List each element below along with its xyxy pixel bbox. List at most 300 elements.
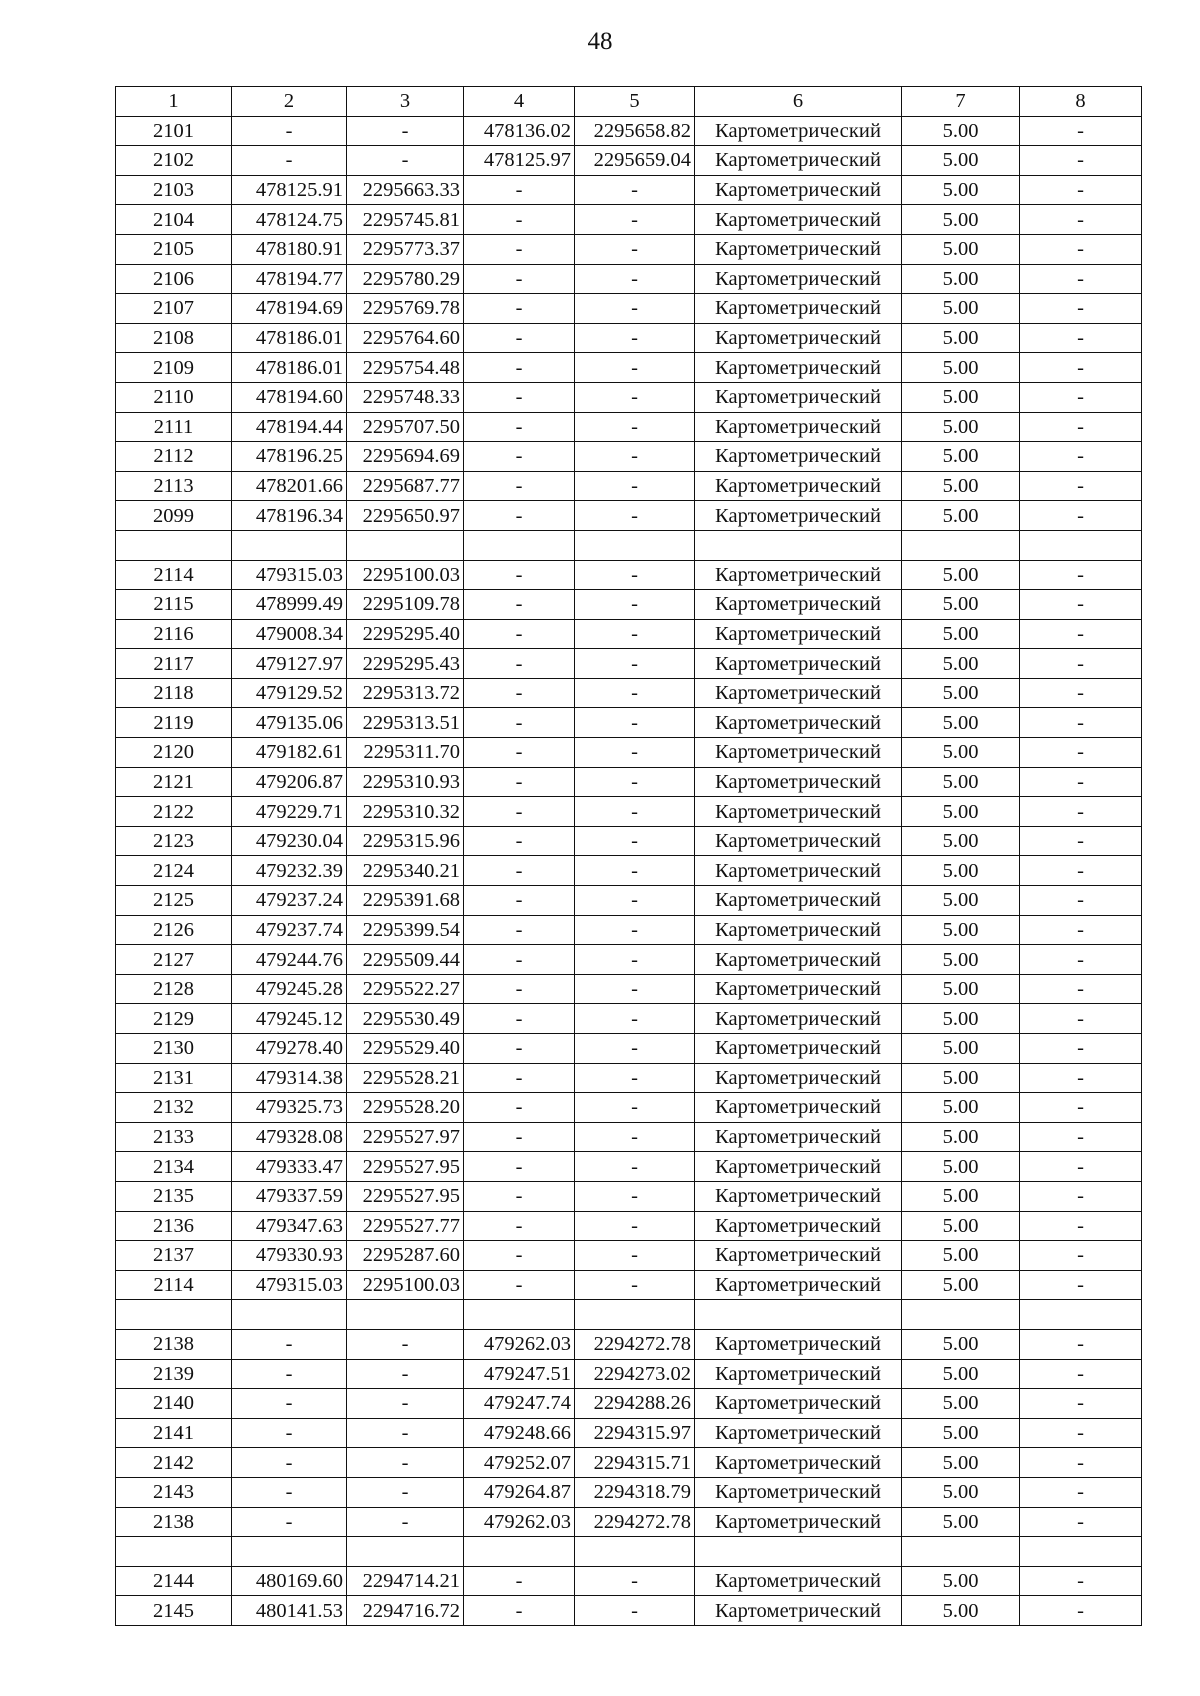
separator-row [116,530,1142,560]
table-row [116,1566,1142,1596]
table-row [116,205,1142,235]
table-cell: - [575,323,695,353]
table-cell: - [1020,116,1142,146]
table-cell: 479129.52 [232,678,347,708]
table-cell: - [232,1448,347,1478]
table-cell: - [1020,590,1142,620]
table-cell: 2107 [116,294,232,324]
table-cell: 479230.04 [232,826,347,856]
table-cell: - [575,1004,695,1034]
table-row [116,501,1142,531]
table-cell: 2295100.03 [347,1270,464,1300]
table-cell: - [575,826,695,856]
table-cell: 478194.69 [232,294,347,324]
table-cell: 2295707.50 [347,412,464,442]
table-cell [347,1537,464,1567]
table-cell: - [464,1241,575,1271]
table-cell: 479330.93 [232,1241,347,1271]
table-row [116,678,1142,708]
table-row [116,1211,1142,1241]
table-cell: - [1020,1122,1142,1152]
table-cell: 2119 [116,708,232,738]
table-cell: 479264.87 [464,1477,575,1507]
table-cell: - [464,797,575,827]
table-cell: - [464,234,575,264]
table-cell: 2121 [116,767,232,797]
table-cell: 5.00 [902,974,1020,1004]
table-cell: 5.00 [902,797,1020,827]
table-cell: 5.00 [902,1063,1020,1093]
table-row [116,619,1142,649]
table-row [116,767,1142,797]
table-cell: 5.00 [902,501,1020,531]
table-cell: - [464,264,575,294]
table-cell: 2124 [116,856,232,886]
table-cell: Картометрический [695,1211,902,1241]
table-cell: Картометрический [695,1448,902,1478]
table-cell: - [1020,1034,1142,1064]
column-header: 4 [464,87,575,117]
table-cell: 478196.34 [232,501,347,531]
table-row [116,1418,1142,1448]
table-cell [464,530,575,560]
table-cell: - [575,471,695,501]
table-cell: 2295528.20 [347,1093,464,1123]
table-row [116,175,1142,205]
table-cell: - [575,1270,695,1300]
table-row [116,294,1142,324]
table-cell: 2105 [116,234,232,264]
table-cell: 5.00 [902,353,1020,383]
table-row [116,708,1142,738]
table-cell: - [575,175,695,205]
table-cell: 5.00 [902,294,1020,324]
table-cell: - [464,649,575,679]
table-cell: 2295780.29 [347,264,464,294]
table-cell: 5.00 [902,856,1020,886]
table-cell: 2295527.95 [347,1181,464,1211]
column-header: 8 [1020,87,1142,117]
table-cell [902,530,1020,560]
table-cell: 479182.61 [232,738,347,768]
table-cell: 479245.12 [232,1004,347,1034]
table-cell: Картометрический [695,1507,902,1537]
table-cell: 5.00 [902,1004,1020,1034]
table-cell: 478124.75 [232,205,347,235]
table-cell: 2131 [116,1063,232,1093]
table-cell: 2295340.21 [347,856,464,886]
table-cell: 5.00 [902,1418,1020,1448]
column-header: 5 [575,87,695,117]
table-cell [232,1537,347,1567]
table-cell: - [232,1507,347,1537]
table-cell: 2108 [116,323,232,353]
table-cell: 5.00 [902,678,1020,708]
column-header: 3 [347,87,464,117]
table-cell: 5.00 [902,116,1020,146]
table-cell: - [1020,649,1142,679]
table-row [116,1507,1142,1537]
table-cell: - [464,382,575,412]
table-cell: 479315.03 [232,560,347,590]
table-cell: - [464,1181,575,1211]
table-cell: 5.00 [902,590,1020,620]
table-cell: 479245.28 [232,974,347,1004]
table-cell: 5.00 [902,1152,1020,1182]
table-cell: - [464,767,575,797]
table-row [116,1093,1142,1123]
table-cell: 479244.76 [232,945,347,975]
table-cell [347,530,464,560]
table-cell: - [232,146,347,176]
table-cell: Картометрический [695,442,902,472]
table-cell: - [464,1152,575,1182]
table-cell: - [1020,1389,1142,1419]
page-number: 48 [587,28,613,55]
table-cell: - [1020,175,1142,205]
table-cell: Картометрический [695,205,902,235]
table-cell: 478136.02 [464,116,575,146]
table-cell: - [347,1418,464,1448]
table-cell: 478196.25 [232,442,347,472]
table-cell: 2120 [116,738,232,768]
table-cell: - [1020,234,1142,264]
table-cell: - [232,116,347,146]
table-cell: Картометрический [695,974,902,1004]
table-cell: 478125.97 [464,146,575,176]
table-cell: 2104 [116,205,232,235]
separator-row [116,1300,1142,1330]
table-cell [575,530,695,560]
table-cell: - [575,590,695,620]
table-cell: 479247.74 [464,1389,575,1419]
table-cell: - [464,175,575,205]
table-cell: 5.00 [902,146,1020,176]
table-cell: 2125 [116,886,232,916]
table-cell: - [575,501,695,531]
table-cell: Картометрический [695,1329,902,1359]
table-cell: - [464,915,575,945]
table-cell: - [347,146,464,176]
table-cell: 5.00 [902,382,1020,412]
table-cell: 5.00 [902,1034,1020,1064]
table-cell: - [1020,1270,1142,1300]
table-cell: 2140 [116,1389,232,1419]
table-cell: Картометрический [695,1004,902,1034]
table-cell: 479262.03 [464,1329,575,1359]
table-cell [464,1537,575,1567]
table-cell: 2295769.78 [347,294,464,324]
table-row [116,1448,1142,1478]
table-cell: - [464,856,575,886]
table-cell: - [575,1093,695,1123]
column-header: 1 [116,87,232,117]
table-cell: - [464,323,575,353]
table-cell: 5.00 [902,264,1020,294]
table-cell: Картометрический [695,1181,902,1211]
table-cell: 479229.71 [232,797,347,827]
table-cell: 5.00 [902,205,1020,235]
table-row [116,1329,1142,1359]
table-cell: 5.00 [902,826,1020,856]
table-cell: - [1020,353,1142,383]
table-cell: 5.00 [902,234,1020,264]
table-cell: Картометрический [695,234,902,264]
table-cell: - [1020,1448,1142,1478]
table-cell: - [575,205,695,235]
table-cell: Картометрический [695,708,902,738]
table-cell: - [464,1596,575,1626]
table-row [116,886,1142,916]
table-row [116,353,1142,383]
table-cell: Картометрический [695,619,902,649]
table-cell: 2295295.43 [347,649,464,679]
table-row [116,1477,1142,1507]
table-cell: - [232,1359,347,1389]
table-cell: Картометрический [695,1063,902,1093]
table-cell: - [464,1004,575,1034]
table-body [116,116,1142,1625]
table-cell: 5.00 [902,1596,1020,1626]
table-cell: - [1020,678,1142,708]
table-cell: 479314.38 [232,1063,347,1093]
table-cell: - [464,560,575,590]
table-cell: - [464,205,575,235]
table-cell: - [464,1093,575,1123]
table-cell: Картометрический [695,1122,902,1152]
table-cell: 2117 [116,649,232,679]
table-cell: 2116 [116,619,232,649]
table-cell [232,530,347,560]
table-cell: - [1020,738,1142,768]
table-cell: 479325.73 [232,1093,347,1123]
table-cell: - [1020,767,1142,797]
table-cell: 2106 [116,264,232,294]
table-row [116,442,1142,472]
table-cell: 479237.74 [232,915,347,945]
table-cell: 479008.34 [232,619,347,649]
table-cell [902,1537,1020,1567]
table-cell: - [1020,1211,1142,1241]
table-cell: - [464,945,575,975]
table-cell: - [575,649,695,679]
table-cell [347,1300,464,1330]
table-row [116,974,1142,1004]
table-cell: Картометрический [695,146,902,176]
table-cell: - [464,619,575,649]
table-cell [116,1537,232,1567]
table-row [116,1359,1142,1389]
table-cell: 2295748.33 [347,382,464,412]
table-cell: - [464,412,575,442]
table-row [116,1152,1142,1182]
table-cell [1020,530,1142,560]
table-cell: Картометрический [695,412,902,442]
table-row [116,649,1142,679]
table-cell: - [1020,1152,1142,1182]
table-cell: 2129 [116,1004,232,1034]
table-cell: 479232.39 [232,856,347,886]
table-cell: - [575,915,695,945]
table-row [116,1004,1142,1034]
table-cell: 479247.51 [464,1359,575,1389]
table-cell: 2142 [116,1448,232,1478]
table-cell: - [1020,1181,1142,1211]
table-cell: - [575,738,695,768]
table-cell: Картометрический [695,856,902,886]
table-cell: 2295391.68 [347,886,464,916]
table-cell: 2295310.93 [347,767,464,797]
table-cell: 5.00 [902,767,1020,797]
table-cell: - [464,826,575,856]
table-cell: Картометрический [695,1596,902,1626]
table-cell: Картометрический [695,738,902,768]
table-cell: - [464,590,575,620]
table-cell: - [1020,1507,1142,1537]
table-cell: 478186.01 [232,323,347,353]
table-cell: 5.00 [902,1566,1020,1596]
table-cell: Картометрический [695,1152,902,1182]
table-cell: - [464,1566,575,1596]
table-cell: - [1020,708,1142,738]
table-cell: 2295764.60 [347,323,464,353]
table-cell: 480141.53 [232,1596,347,1626]
table-cell: 2127 [116,945,232,975]
table-cell: 478125.91 [232,175,347,205]
table-cell: - [575,797,695,827]
table-header-row [116,87,1142,117]
table-cell: 2294273.02 [575,1359,695,1389]
table-cell: 5.00 [902,442,1020,472]
table-cell: 2295658.82 [575,116,695,146]
table-cell: - [575,560,695,590]
table-cell: 2295527.97 [347,1122,464,1152]
table-cell: - [575,945,695,975]
table-cell: - [232,1477,347,1507]
table-cell: - [575,382,695,412]
table-cell: 2135 [116,1181,232,1211]
table-cell: - [1020,294,1142,324]
table-cell: 2145 [116,1596,232,1626]
table-cell: 2123 [116,826,232,856]
table-cell: 2295745.81 [347,205,464,235]
table-cell: - [575,1181,695,1211]
table-cell: - [464,442,575,472]
table-cell: - [464,1122,575,1152]
table-cell: 2295315.96 [347,826,464,856]
table-cell: 2295311.70 [347,738,464,768]
table-cell: 2141 [116,1418,232,1448]
table-cell: 2099 [116,501,232,531]
table-cell: 5.00 [902,1329,1020,1359]
column-header: 2 [232,87,347,117]
table-row [116,412,1142,442]
table-cell: 2114 [116,560,232,590]
table-cell [695,1537,902,1567]
table-cell: 5.00 [902,1093,1020,1123]
table-cell: - [464,1034,575,1064]
table-cell: Картометрический [695,1389,902,1419]
table-cell: - [464,1063,575,1093]
table-cell: - [1020,619,1142,649]
table-cell: - [464,678,575,708]
table-cell: - [232,1329,347,1359]
table-cell: 2295530.49 [347,1004,464,1034]
table-row [116,797,1142,827]
table-row [116,1389,1142,1419]
table-cell: Картометрический [695,175,902,205]
table-row [116,234,1142,264]
table-cell: 2295399.54 [347,915,464,945]
table-cell: 2133 [116,1122,232,1152]
table-cell: 2113 [116,471,232,501]
table-cell: - [575,353,695,383]
table-cell: - [464,1211,575,1241]
table-row [116,590,1142,620]
table-cell: 2109 [116,353,232,383]
table-cell: 478201.66 [232,471,347,501]
table-cell: - [1020,471,1142,501]
table-cell: Картометрический [695,1418,902,1448]
table-cell: Картометрический [695,353,902,383]
table-cell: 2295754.48 [347,353,464,383]
table-cell: 2295529.40 [347,1034,464,1064]
table-cell: 5.00 [902,649,1020,679]
table-cell: - [464,501,575,531]
table-cell: Картометрический [695,1477,902,1507]
table-cell: 2295650.97 [347,501,464,531]
table-cell: 5.00 [902,1211,1020,1241]
table-cell: - [1020,797,1142,827]
table-cell: - [1020,323,1142,353]
table-cell: Картометрический [695,560,902,590]
table-cell: - [464,294,575,324]
table-cell: - [575,974,695,1004]
table-cell: 2295527.77 [347,1211,464,1241]
table-cell: - [1020,826,1142,856]
table-cell: - [464,708,575,738]
table-cell: 2110 [116,382,232,412]
table-cell: - [347,116,464,146]
table-cell: 2118 [116,678,232,708]
table-cell: - [464,886,575,916]
table-cell: Картометрический [695,1093,902,1123]
table-cell: 2295100.03 [347,560,464,590]
table-cell: 5.00 [902,1270,1020,1300]
coordinates-table [115,86,1142,1626]
table-cell: 478180.91 [232,234,347,264]
table-cell: 478186.01 [232,353,347,383]
table-cell: 5.00 [902,708,1020,738]
table-cell: 5.00 [902,1507,1020,1537]
table-cell: - [575,1241,695,1271]
table-row [116,1270,1142,1300]
table-row [116,915,1142,945]
table-cell: 5.00 [902,323,1020,353]
table-cell: 2136 [116,1211,232,1241]
table-cell: - [1020,1418,1142,1448]
table-cell: 2295109.78 [347,590,464,620]
table-cell: 478194.44 [232,412,347,442]
table-cell: Картометрический [695,264,902,294]
table-cell: 5.00 [902,738,1020,768]
table-cell: - [464,353,575,383]
table-cell: - [575,234,695,264]
table-cell: 2132 [116,1093,232,1123]
table-cell [695,530,902,560]
table-cell: - [575,767,695,797]
table-row [116,116,1142,146]
